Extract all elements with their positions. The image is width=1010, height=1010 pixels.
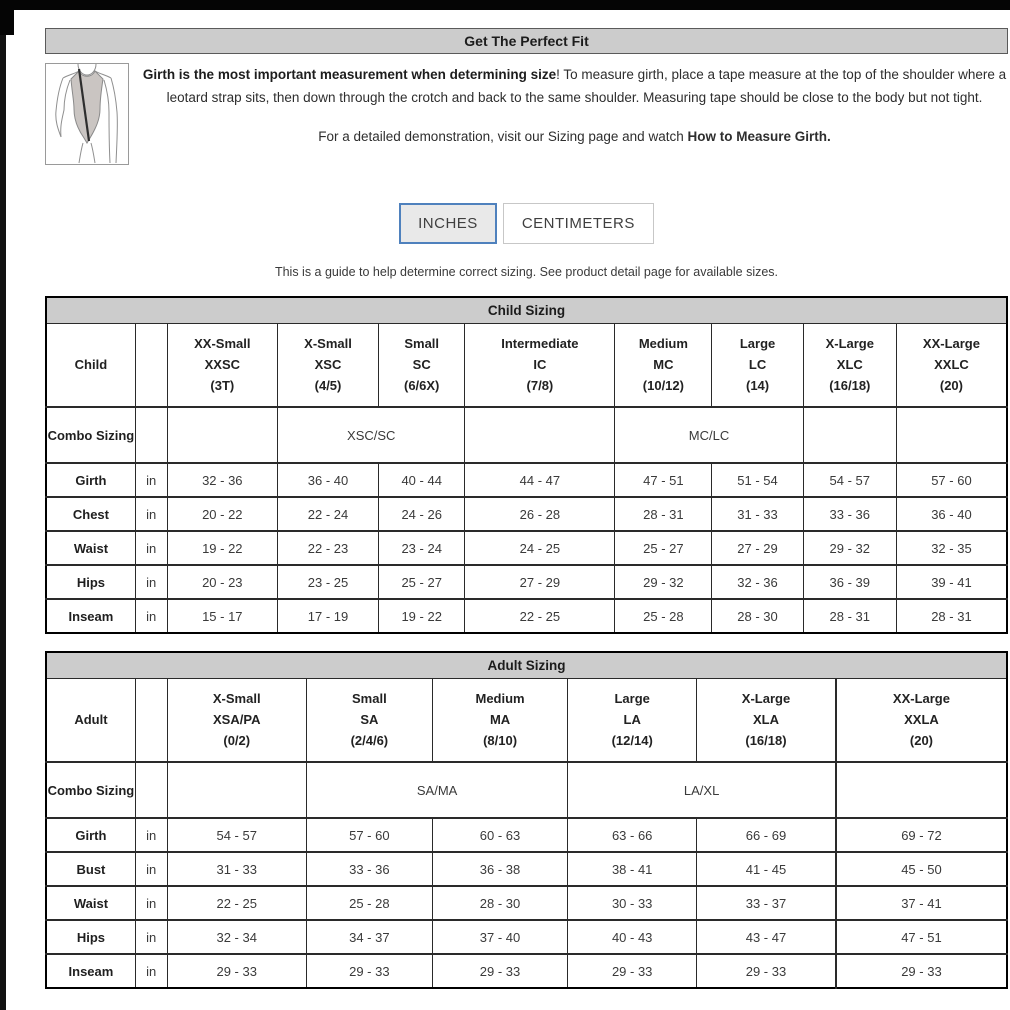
blank-cell <box>896 407 1007 463</box>
top-edge-bar <box>0 0 1010 10</box>
value-cell: 66 - 69 <box>697 818 836 852</box>
child-hips-row <box>46 565 1007 599</box>
child-inseam-row <box>46 599 1007 633</box>
unit-toggle <box>45 203 1008 244</box>
row-label: Combo Sizing <box>46 407 135 463</box>
value-cell: 33 - 37 <box>697 886 836 920</box>
value-cell: 25 - 27 <box>615 531 712 565</box>
unit-header-cell <box>135 678 167 762</box>
child-waist-row <box>46 531 1007 565</box>
value-cell: 57 - 60 <box>896 463 1007 497</box>
corner-edge-block <box>0 0 14 35</box>
value-cell: 28 - 30 <box>712 599 803 633</box>
combo-cell: LA/XL <box>568 762 836 818</box>
value-cell: 57 - 60 <box>306 818 432 852</box>
value-cell: 20 - 23 <box>167 565 278 599</box>
column-header: Medium MC (10/12) <box>615 323 712 407</box>
column-header: XX-Small XXSC (3T) <box>167 323 278 407</box>
unit-cell: in <box>135 852 167 886</box>
blank-cell <box>167 762 306 818</box>
demo-text-prefix: For a detailed demonstration, visit our Sizing page and watch <box>318 129 688 144</box>
value-cell: 37 - 40 <box>432 920 568 954</box>
child-table-title: Child Sizing <box>46 297 1007 323</box>
unit-cell: in <box>135 463 167 497</box>
unit-header-cell <box>135 323 167 407</box>
value-cell: 29 - 33 <box>568 954 697 988</box>
left-edge-bar <box>0 0 6 1010</box>
value-cell: 37 - 41 <box>836 886 1007 920</box>
value-cell: 28 - 30 <box>432 886 568 920</box>
adult-combo-row <box>46 762 1007 818</box>
value-cell: 36 - 39 <box>803 565 896 599</box>
row-label: Inseam <box>46 954 135 988</box>
value-cell: 69 - 72 <box>836 818 1007 852</box>
value-cell: 22 - 24 <box>278 497 379 531</box>
value-cell: 32 - 34 <box>167 920 306 954</box>
adult-girth-row <box>46 818 1007 852</box>
value-cell: 29 - 33 <box>167 954 306 988</box>
column-header: X-Small XSC (4/5) <box>278 323 379 407</box>
value-cell: 25 - 28 <box>615 599 712 633</box>
combo-cell: SA/MA <box>306 762 567 818</box>
unit-cell: in <box>135 599 167 633</box>
column-header: XX-Large XXLA (20) <box>836 678 1007 762</box>
row-label: Hips <box>46 920 135 954</box>
value-cell: 30 - 33 <box>568 886 697 920</box>
value-cell: 29 - 32 <box>615 565 712 599</box>
adult-table-title: Adult Sizing <box>46 652 1007 678</box>
value-cell: 27 - 29 <box>465 565 615 599</box>
value-cell: 22 - 23 <box>278 531 379 565</box>
adult-header-row <box>46 678 1007 762</box>
column-header: Small SA (2/4/6) <box>306 678 432 762</box>
column-header: XX-Large XXLC (20) <box>896 323 1007 407</box>
value-cell: 24 - 26 <box>378 497 464 531</box>
child-combo-row <box>46 407 1007 463</box>
row-label: Adult <box>46 678 135 762</box>
column-header: Large LC (14) <box>712 323 803 407</box>
girth-measurement-figure-icon <box>45 63 129 165</box>
value-cell: 41 - 45 <box>697 852 836 886</box>
value-cell: 29 - 33 <box>432 954 568 988</box>
adult-bust-row <box>46 852 1007 886</box>
demo-text-bold: How to Measure Girth. <box>687 129 831 144</box>
value-cell: 26 - 28 <box>465 497 615 531</box>
value-cell: 45 - 50 <box>836 852 1007 886</box>
unit-cell: in <box>135 531 167 565</box>
value-cell: 29 - 32 <box>803 531 896 565</box>
value-cell: 24 - 25 <box>465 531 615 565</box>
adult-hips-row <box>46 920 1007 954</box>
column-header: Intermediate IC (7/8) <box>465 323 615 407</box>
unit-cell: in <box>135 818 167 852</box>
row-label: Child <box>46 323 135 407</box>
value-cell: 60 - 63 <box>432 818 568 852</box>
combo-cell: XSC/SC <box>278 407 465 463</box>
value-cell: 47 - 51 <box>836 920 1007 954</box>
value-cell: 29 - 33 <box>836 954 1007 988</box>
intro-text <box>141 63 1008 109</box>
unit-cell: in <box>135 886 167 920</box>
unit-cell: in <box>135 565 167 599</box>
blank-cell <box>836 762 1007 818</box>
value-cell: 34 - 37 <box>306 920 432 954</box>
content-area <box>45 28 1008 989</box>
unit-cell: in <box>135 954 167 988</box>
blank-cell <box>465 407 615 463</box>
value-cell: 20 - 22 <box>167 497 278 531</box>
value-cell: 32 - 36 <box>167 463 278 497</box>
value-cell: 19 - 22 <box>378 599 464 633</box>
table-title-row <box>46 297 1007 323</box>
value-cell: 51 - 54 <box>712 463 803 497</box>
value-cell: 44 - 47 <box>465 463 615 497</box>
value-cell: 27 - 29 <box>712 531 803 565</box>
row-label: Bust <box>46 852 135 886</box>
value-cell: 28 - 31 <box>615 497 712 531</box>
value-cell: 28 - 31 <box>896 599 1007 633</box>
value-cell: 22 - 25 <box>167 886 306 920</box>
intro-section <box>45 63 1008 165</box>
row-label: Chest <box>46 497 135 531</box>
value-cell: 43 - 47 <box>697 920 836 954</box>
value-cell: 47 - 51 <box>615 463 712 497</box>
value-cell: 36 - 40 <box>278 463 379 497</box>
adult-inseam-row <box>46 954 1007 988</box>
value-cell: 33 - 36 <box>306 852 432 886</box>
value-cell: 33 - 36 <box>803 497 896 531</box>
row-label: Waist <box>46 531 135 565</box>
combo-cell: MC/LC <box>615 407 803 463</box>
value-cell: 31 - 33 <box>712 497 803 531</box>
value-cell: 40 - 43 <box>568 920 697 954</box>
unit-cell: in <box>135 920 167 954</box>
value-cell: 36 - 38 <box>432 852 568 886</box>
value-cell: 25 - 28 <box>306 886 432 920</box>
child-sizing-table <box>45 296 1008 634</box>
value-cell: 23 - 25 <box>278 565 379 599</box>
table-title-row <box>46 652 1007 678</box>
intro-texts <box>129 63 1008 165</box>
value-cell: 38 - 41 <box>568 852 697 886</box>
value-cell: 54 - 57 <box>803 463 896 497</box>
value-cell: 22 - 25 <box>465 599 615 633</box>
blank-cell <box>135 407 167 463</box>
value-cell: 32 - 35 <box>896 531 1007 565</box>
column-header: X-Small XSA/PA (0/2) <box>167 678 306 762</box>
column-header: X-Large XLA (16/18) <box>697 678 836 762</box>
value-cell: 29 - 33 <box>697 954 836 988</box>
blank-cell <box>803 407 896 463</box>
value-cell: 23 - 24 <box>378 531 464 565</box>
child-chest-row <box>46 497 1007 531</box>
value-cell: 19 - 22 <box>167 531 278 565</box>
value-cell: 36 - 40 <box>896 497 1007 531</box>
row-label: Inseam <box>46 599 135 633</box>
row-label: Girth <box>46 818 135 852</box>
child-girth-row <box>46 463 1007 497</box>
row-label: Combo Sizing <box>46 762 135 818</box>
sizing-note: This is a guide to help determine correct sizing. See product detail page for available sizes. <box>274 265 779 279</box>
blank-cell <box>135 762 167 818</box>
value-cell: 54 - 57 <box>167 818 306 852</box>
centimeters-button[interactable]: CENTIMETERS <box>503 203 654 244</box>
value-cell: 40 - 44 <box>378 463 464 497</box>
intro-text-bold: Girth is the most important measurement when determining size <box>142 67 557 82</box>
value-cell: 63 - 66 <box>568 818 697 852</box>
value-cell: 17 - 19 <box>278 599 379 633</box>
child-header-row <box>46 323 1007 407</box>
column-header: Medium MA (8/10) <box>432 678 568 762</box>
unit-cell: in <box>135 497 167 531</box>
inches-button[interactable]: INCHES <box>399 203 497 244</box>
intro-text-rest: ! To measure girth, place a tape measure at the top of the shoulder where a leotard strap sits, then down through the crotch and back to the same shoulder. Measuring tape should be close to the body but not tight. <box>166 67 1007 105</box>
value-cell: 29 - 33 <box>306 954 432 988</box>
adult-sizing-table <box>45 651 1008 989</box>
row-label: Hips <box>46 565 135 599</box>
column-header: Large LA (12/14) <box>568 678 697 762</box>
page-title: Get The Perfect Fit <box>45 28 1008 54</box>
value-cell: 32 - 36 <box>712 565 803 599</box>
value-cell: 31 - 33 <box>167 852 306 886</box>
adult-waist-row <box>46 886 1007 920</box>
column-header: X-Large XLC (16/18) <box>803 323 896 407</box>
row-label: Waist <box>46 886 135 920</box>
value-cell: 28 - 31 <box>803 599 896 633</box>
value-cell: 25 - 27 <box>378 565 464 599</box>
value-cell: 39 - 41 <box>896 565 1007 599</box>
blank-cell <box>167 407 278 463</box>
demo-text <box>141 125 1008 148</box>
column-header: Small SC (6/6X) <box>378 323 464 407</box>
row-label: Girth <box>46 463 135 497</box>
value-cell: 15 - 17 <box>167 599 278 633</box>
